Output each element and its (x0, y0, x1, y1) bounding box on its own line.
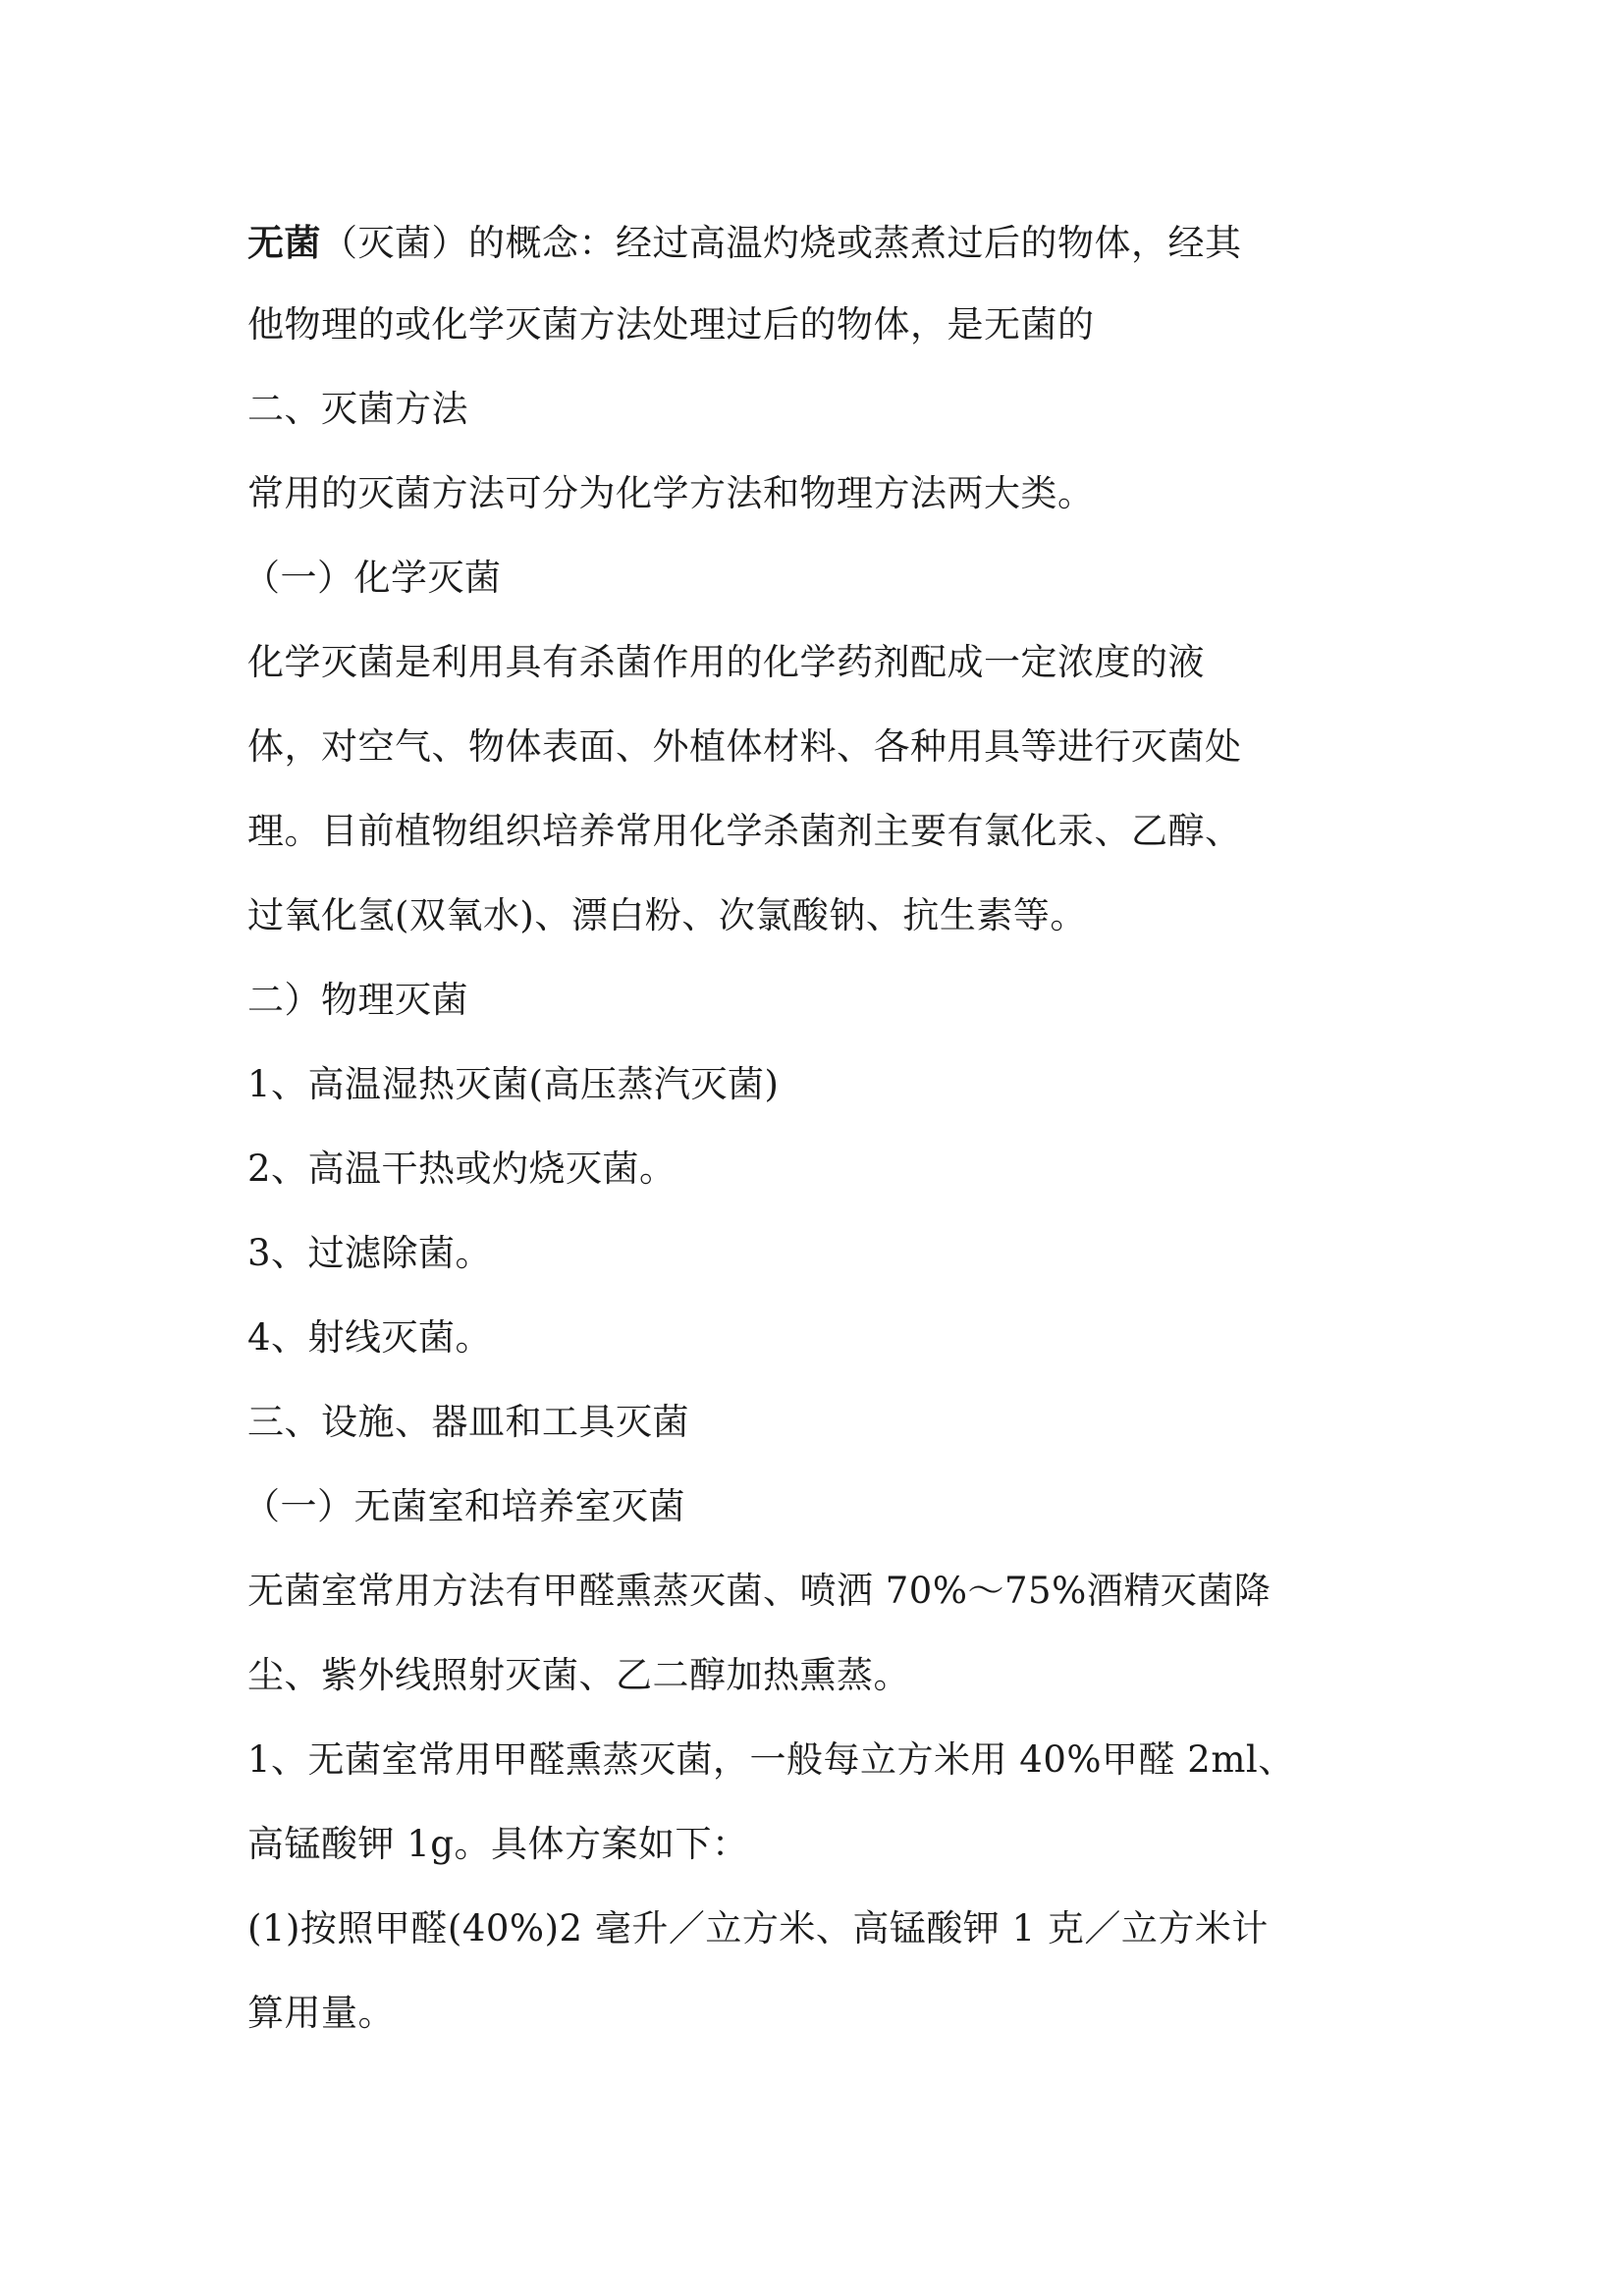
chemical-para-line: 化学灭菌是利用具有杀菌作用的化学药剂配成一定浓度的液 (247, 641, 1205, 683)
sterile-room-para-line: 尘、紫外线照射灭菌、乙二醇加热熏蒸。 (247, 1654, 910, 1696)
step-1-sub-line: 算用量。 (247, 1992, 395, 2034)
intro-line-1-rest: （灭菌）的概念：经过高温灼烧或蒸煮过后的物体，经其 (321, 222, 1242, 264)
term-sterile: 无菌 (247, 221, 321, 264)
section-2-summary: 常用的灭菌方法可分为化学方法和物理方法两大类。 (247, 472, 1095, 514)
sterile-room-para-line: 无菌室常用方法有甲醛熏蒸灭菌、喷洒 70%～75%酒精灭菌降 (247, 1570, 1272, 1612)
physical-item: 1、高温湿热灭菌(高压蒸汽灭菌) (247, 1063, 780, 1105)
intro-line-2: 他物理的或化学灭菌方法处理过后的物体，是无菌的 (247, 303, 1095, 346)
physical-heading: 二）物理灭菌 (247, 979, 468, 1021)
step-1-line: 高锰酸钾 1g。具体方案如下： (247, 1823, 749, 1865)
physical-item: 3、过滤除菌。 (247, 1232, 493, 1274)
chemical-para-line: 过氧化氢(双氧水)、漂白粉、次氯酸钠、抗生素等。 (247, 894, 1087, 936)
chemical-para-line: 理。目前植物组织培养常用化学杀菌剂主要有氯化汞、乙醇、 (247, 810, 1242, 852)
sterile-room-heading: （一）无菌室和培养室灭菌 (244, 1485, 685, 1527)
step-1-line: 1、无菌室常用甲醛熏蒸灭菌，一般每立方米用 40%甲醛 2ml、 (247, 1738, 1295, 1781)
physical-item: 4、射线灭菌。 (247, 1316, 493, 1359)
physical-item: 2、高温干热或灼烧灭菌。 (247, 1148, 677, 1190)
section-2-heading: 二、灭菌方法 (247, 388, 468, 430)
chemical-para-line: 体，对空气、物体表面、外植体材料、各种用具等进行灭菌处 (247, 725, 1242, 768)
step-1-sub-line: (1)按照甲醛(40%)2 毫升／立方米、高锰酸钾 1 克／立方米计 (247, 1907, 1269, 1949)
intro-line-1 (247, 219, 1377, 267)
section-3-heading: 三、设施、器皿和工具灭菌 (247, 1401, 689, 1443)
chemical-heading: （一）化学灭菌 (244, 557, 502, 599)
